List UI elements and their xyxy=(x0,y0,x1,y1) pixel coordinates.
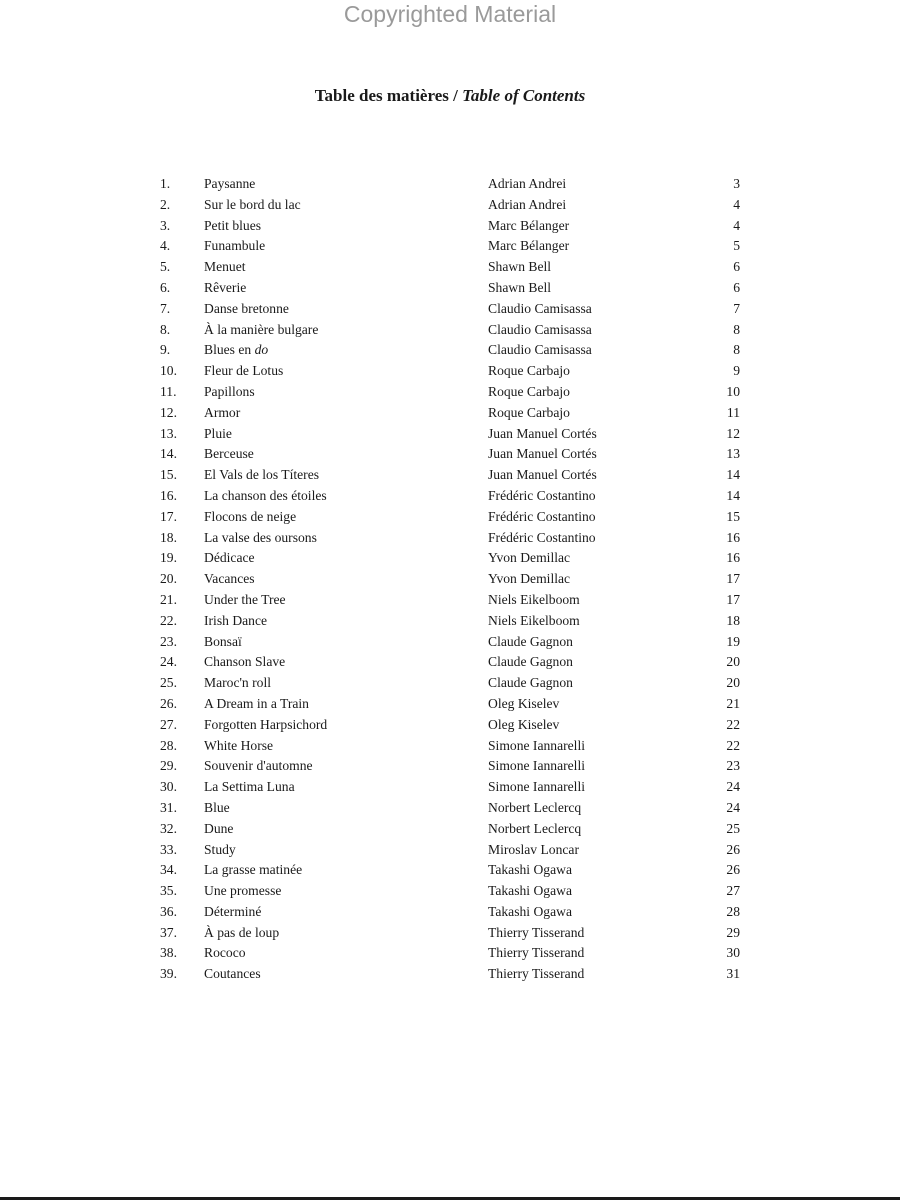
toc-number: 32. xyxy=(160,820,177,836)
toc-title: El Vals de los Títeres xyxy=(204,467,320,483)
toc-row xyxy=(160,403,740,424)
toc-composer: Juan Manuel Cortés xyxy=(488,467,597,483)
toc-number: 25. xyxy=(160,675,177,691)
toc-page: 23 xyxy=(726,758,740,774)
toc-title: Forgotten Harpsichord xyxy=(204,716,328,732)
toc-row xyxy=(160,361,740,382)
toc-row xyxy=(160,528,740,549)
toc-composer: Claude Gagnon xyxy=(488,654,573,670)
toc-title: Under the Tree xyxy=(204,591,286,607)
toc-number: 16. xyxy=(160,487,177,503)
toc-page: 21 xyxy=(726,695,740,711)
toc-composer: Juan Manuel Cortés xyxy=(488,425,597,441)
toc-page: 12 xyxy=(726,425,740,441)
toc-row xyxy=(160,486,740,507)
toc-composer: Adrian Andrei xyxy=(488,196,567,212)
toc-page: 16 xyxy=(726,529,740,545)
toc-row xyxy=(160,382,740,403)
toc-title: À pas de loup xyxy=(204,924,280,940)
toc-number: 4. xyxy=(160,238,171,254)
toc-title: Petit blues xyxy=(204,217,262,233)
toc-row xyxy=(160,465,740,486)
toc-page: 27 xyxy=(726,883,740,899)
toc-title: Irish Dance xyxy=(204,612,268,628)
toc-number: 30. xyxy=(160,779,177,795)
toc-page: 25 xyxy=(726,820,740,836)
toc-composer: Adrian Andrei xyxy=(488,176,567,191)
toc-number: 29. xyxy=(160,758,177,774)
toc-page: 30 xyxy=(726,945,740,961)
page-title xyxy=(0,86,900,106)
toc-composer: Norbert Leclercq xyxy=(488,799,582,815)
toc-composer: Takashi Ogawa xyxy=(488,862,572,878)
toc-title: Déterminé xyxy=(204,903,262,919)
toc-page: 17 xyxy=(726,591,740,607)
toc-composer: Roque Carbajo xyxy=(488,363,570,379)
toc-title: Rêverie xyxy=(204,279,247,295)
toc-page: 8 xyxy=(733,342,740,358)
toc-number: 14. xyxy=(160,446,177,462)
toc-composer: Simone Iannarelli xyxy=(488,758,586,774)
toc-number: 11. xyxy=(160,383,177,399)
toc-composer: Oleg Kiselev xyxy=(488,695,560,711)
toc-number: 35. xyxy=(160,883,177,899)
toc-title: Flocons de neige xyxy=(204,508,297,524)
toc-row xyxy=(160,881,740,902)
toc-row xyxy=(160,715,740,736)
toc-number: 31. xyxy=(160,799,177,815)
toc-page: 3 xyxy=(733,176,740,191)
toc-number: 1. xyxy=(160,176,171,191)
toc-composer: Miroslav Loncar xyxy=(488,841,579,857)
toc-title: Maroc'n roll xyxy=(204,675,271,691)
toc-page: 4 xyxy=(733,217,740,233)
toc-composer: Niels Eikelboom xyxy=(488,591,580,607)
toc-page: 26 xyxy=(726,841,740,857)
toc-page: 22 xyxy=(726,716,740,732)
toc-title: Menuet xyxy=(204,259,246,275)
toc-number: 3. xyxy=(160,217,171,233)
toc-number: 33. xyxy=(160,841,177,857)
toc-row xyxy=(160,860,740,881)
toc-composer: Roque Carbajo xyxy=(488,383,570,399)
toc-row xyxy=(160,195,740,216)
toc-page: 13 xyxy=(726,446,740,462)
toc-composer: Frédéric Costantino xyxy=(488,508,596,524)
toc-number: 10. xyxy=(160,363,177,379)
toc-page: 31 xyxy=(726,966,740,982)
toc-composer: Yvon Demillac xyxy=(488,571,571,587)
toc-page: 16 xyxy=(726,550,740,566)
toc-number: 8. xyxy=(160,321,171,337)
title-french: Table des matières / xyxy=(314,86,463,105)
toc-composer: Takashi Ogawa xyxy=(488,883,572,899)
toc-row xyxy=(160,694,740,715)
toc-composer: Shawn Bell xyxy=(488,279,552,295)
toc-number: 24. xyxy=(160,654,177,670)
toc-number: 18. xyxy=(160,529,177,545)
toc-number: 20. xyxy=(160,571,177,587)
toc-page: 26 xyxy=(726,862,740,878)
toc-title: La chanson des étoiles xyxy=(204,487,327,503)
toc-number: 6. xyxy=(160,279,171,295)
toc-composer: Claude Gagnon xyxy=(488,675,573,691)
toc-composer: Simone Iannarelli xyxy=(488,737,586,753)
toc-title: Armor xyxy=(204,404,241,420)
toc-page: 20 xyxy=(726,675,740,691)
toc-row xyxy=(160,840,740,861)
toc-title: Papillons xyxy=(204,383,255,399)
toc-composer: Thierry Tisserand xyxy=(488,945,585,961)
title-english: Table of Contents xyxy=(462,86,586,105)
toc-row xyxy=(160,216,740,237)
toc-number: 15. xyxy=(160,467,177,483)
toc-page: 11 xyxy=(726,404,740,420)
toc-composer: Claudio Camisassa xyxy=(488,321,592,337)
toc-title: Blues en do xyxy=(204,342,269,358)
toc-title: Une promesse xyxy=(204,883,282,899)
toc-number: 21. xyxy=(160,591,177,607)
toc-title: Rococo xyxy=(204,945,246,961)
toc-number: 23. xyxy=(160,633,177,649)
toc-composer: Thierry Tisserand xyxy=(488,966,585,982)
toc-page: 28 xyxy=(726,903,740,919)
toc-title: Dune xyxy=(204,820,234,836)
toc-composer: Norbert Leclercq xyxy=(488,820,582,836)
toc-number: 37. xyxy=(160,924,177,940)
toc-composer: Marc Bélanger xyxy=(488,238,570,254)
toc-row xyxy=(160,590,740,611)
toc-number: 22. xyxy=(160,612,177,628)
toc-title: À la manière bulgare xyxy=(204,321,319,337)
toc-page: 18 xyxy=(726,612,740,628)
toc-number: 9. xyxy=(160,342,171,358)
toc-row xyxy=(160,340,740,361)
toc-composer: Frédéric Costantino xyxy=(488,487,596,503)
toc-row xyxy=(160,652,740,673)
toc-row xyxy=(160,320,740,341)
toc-number: 39. xyxy=(160,966,177,982)
toc-row xyxy=(160,299,740,320)
toc-composer: Oleg Kiselev xyxy=(488,716,560,732)
toc-row xyxy=(160,278,740,299)
toc-number: 17. xyxy=(160,508,177,524)
toc-row xyxy=(160,444,740,465)
toc-row xyxy=(160,673,740,694)
toc-title: Funambule xyxy=(204,238,266,254)
toc-page: 22 xyxy=(726,737,740,753)
toc-row xyxy=(160,964,740,985)
toc-row xyxy=(160,632,740,653)
table-of-contents xyxy=(160,174,740,985)
toc-composer: Shawn Bell xyxy=(488,259,552,275)
toc-page: 19 xyxy=(726,633,740,649)
toc-page: 6 xyxy=(733,279,740,295)
toc-row xyxy=(160,611,740,632)
toc-composer: Marc Bélanger xyxy=(488,217,570,233)
toc-title: Coutances xyxy=(204,966,261,982)
toc-page: 24 xyxy=(726,779,740,795)
toc-page: 7 xyxy=(733,300,740,316)
toc-row xyxy=(160,798,740,819)
toc-composer: Claude Gagnon xyxy=(488,633,573,649)
toc-title: White Horse xyxy=(204,737,274,753)
toc-title: Paysanne xyxy=(204,176,256,191)
toc-number: 12. xyxy=(160,404,177,420)
toc-number: 5. xyxy=(160,259,171,275)
toc-number: 19. xyxy=(160,550,177,566)
toc-composer: Simone Iannarelli xyxy=(488,779,586,795)
toc-composer: Niels Eikelboom xyxy=(488,612,580,628)
toc-title: La Settima Luna xyxy=(204,779,295,795)
toc-page: 24 xyxy=(726,799,740,815)
toc-number: 26. xyxy=(160,695,177,711)
toc-title: Berceuse xyxy=(204,446,254,462)
toc-title: Vacances xyxy=(204,571,255,587)
toc-page: 29 xyxy=(726,924,740,940)
toc-row xyxy=(160,736,740,757)
copyright-watermark: Copyrighted Material xyxy=(343,1,557,27)
toc-number: 28. xyxy=(160,737,177,753)
toc-row xyxy=(160,507,740,528)
toc-page: 6 xyxy=(733,259,740,275)
toc-title: Fleur de Lotus xyxy=(204,363,284,379)
toc-page: 20 xyxy=(726,654,740,670)
toc-title: La grasse matinée xyxy=(204,862,303,878)
toc-page: 15 xyxy=(726,508,740,524)
toc-composer: Roque Carbajo xyxy=(488,404,570,420)
toc-number: 36. xyxy=(160,903,177,919)
toc-page: 5 xyxy=(733,238,740,254)
toc-composer: Takashi Ogawa xyxy=(488,903,572,919)
toc-row xyxy=(160,424,740,445)
toc-page: 4 xyxy=(733,196,740,212)
toc-title: Dédicace xyxy=(204,550,255,566)
toc-row xyxy=(160,236,740,257)
toc-title: Bonsaï xyxy=(204,633,242,649)
toc-page: 10 xyxy=(726,383,740,399)
toc-row xyxy=(160,174,740,195)
toc-composer: Yvon Demillac xyxy=(488,550,571,566)
toc-row xyxy=(160,569,740,590)
toc-page: 9 xyxy=(733,363,740,379)
toc-title: Blue xyxy=(204,799,230,815)
toc-title: Sur le bord du lac xyxy=(204,196,301,212)
toc-number: 38. xyxy=(160,945,177,961)
toc-row xyxy=(160,257,740,278)
toc-row xyxy=(160,756,740,777)
toc-number: 34. xyxy=(160,862,177,878)
toc-title: Danse bretonne xyxy=(204,300,289,316)
toc-page: 8 xyxy=(733,321,740,337)
toc-page: 14 xyxy=(726,467,740,483)
toc-title: Pluie xyxy=(204,425,232,441)
toc-title: A Dream in a Train xyxy=(204,695,309,711)
toc-composer: Frédéric Costantino xyxy=(488,529,596,545)
toc-composer: Claudio Camisassa xyxy=(488,342,592,358)
toc-number: 27. xyxy=(160,716,177,732)
toc-row xyxy=(160,777,740,798)
toc-page: 14 xyxy=(726,487,740,503)
toc-composer: Claudio Camisassa xyxy=(488,300,592,316)
toc-number: 2. xyxy=(160,196,171,212)
toc-row xyxy=(160,548,740,569)
toc-row xyxy=(160,819,740,840)
toc-composer: Thierry Tisserand xyxy=(488,924,585,940)
toc-title: Souvenir d'automne xyxy=(204,758,313,774)
toc-row xyxy=(160,923,740,944)
toc-page: 17 xyxy=(726,571,740,587)
toc-row xyxy=(160,943,740,964)
toc-row xyxy=(160,902,740,923)
toc-number: 13. xyxy=(160,425,177,441)
toc-title: La valse des oursons xyxy=(204,529,317,545)
toc-title: Study xyxy=(204,841,236,857)
toc-number: 7. xyxy=(160,300,171,316)
toc-composer: Juan Manuel Cortés xyxy=(488,446,597,462)
toc-title: Chanson Slave xyxy=(204,654,286,670)
